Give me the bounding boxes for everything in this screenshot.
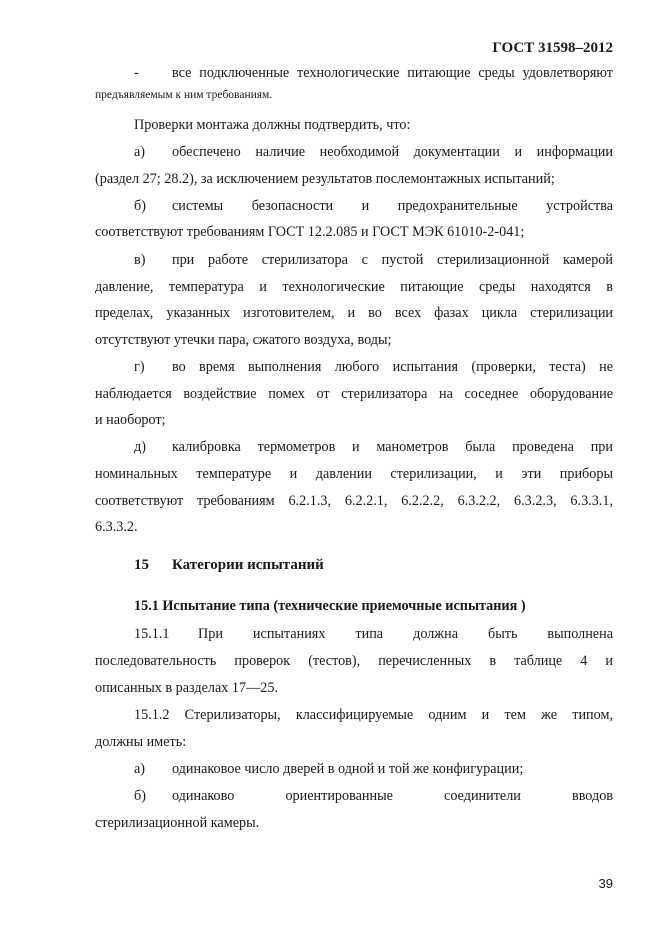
clause-1512-b-label: б) — [134, 788, 146, 804]
subsection-title: 15.1 Испытание типа (технические приемочные испытания ) — [134, 598, 526, 614]
clause-1511-line-1: При испытаниях типа должна быть выполнена — [198, 626, 613, 642]
item-d-line-1: калибровка термометров и манометров была проведена при — [172, 439, 613, 455]
page-number: 39 — [598, 876, 613, 891]
item-v-label: в) — [134, 252, 146, 268]
item-g-line-3: и наоборот; — [95, 412, 166, 428]
item-a-line-2: (раздел 27; 28.2), за исключением результатов послемонтажных испытаний; — [95, 171, 555, 187]
intro-text: Проверки монтажа должны подтвердить, что: — [134, 117, 411, 133]
item-v-line-2: давление, температура и технологические питающие среды находятся в — [95, 279, 613, 295]
clause-1512-a-text: одинаковое число дверей в одной и той же конфигурации; — [172, 761, 524, 777]
document-code-header: ГОСТ 31598–2012 — [492, 40, 613, 56]
section-title: Категории испытаний — [172, 557, 324, 573]
bullet-dash: - — [134, 65, 139, 81]
item-a-label: а) — [134, 144, 146, 160]
item-b-label: б) — [134, 198, 146, 214]
clause-1512-b-line-2: стерилизационной камеры. — [95, 815, 260, 831]
clause-1511-line-3: описанных в разделах 17—25. — [95, 680, 279, 696]
item-g-line-1: во время выполнения любого испытания (проверки, теста) не — [172, 359, 613, 375]
item-v-line-4: отсутствуют утечки пара, сжатого воздуха, воды; — [95, 332, 392, 348]
item-g-line-2: наблюдается воздействие помех от стерилизатора на соседнее оборудование — [95, 386, 613, 402]
item-v-line-3: пределах, указанных изготовителем, и во всех фазах цикла стерилизации — [95, 305, 613, 321]
item-b-line-1: системы безопасности и предохранительные устройства — [172, 198, 613, 214]
item-a-line-1: обеспечено наличие необходимой документации и информации — [172, 144, 613, 160]
item-d-line-2: номинальных температуре и давлении стерилизации, и эти приборы — [95, 466, 613, 482]
item-v-line-1: при работе стерилизатора с пустой стерилизационной камерой — [172, 252, 613, 268]
item-d-line-3: соответствуют требованиям 6.2.1.3, 6.2.2.1, 6.2.2.2, 6.3.2.2, 6.3.2.3, 6.3.3.1, — [95, 493, 613, 509]
clause-1511-line-2: последовательность проверок (тестов), перечисленных в таблице 4 и — [95, 653, 613, 669]
item-d-line-4: 6.3.3.2. — [95, 519, 138, 535]
clause-1512-line-2: должны иметь: — [95, 734, 187, 750]
clause-1511-label: 15.1.1 — [134, 626, 170, 642]
item-g-label: г) — [134, 359, 145, 375]
clause-1512-b-line-1: одинаково ориентированные соединители вводов — [172, 788, 613, 804]
item-d-label: д) — [134, 439, 146, 455]
clause-1512-line-1: 15.1.2 Стерилизаторы, классифицируемые одним и тем же типом, — [134, 707, 613, 723]
bullet-line-2: предъявляемым к ним требованиям. — [95, 89, 273, 101]
clause-1512-a-label: а) — [134, 761, 146, 777]
item-b-line-2: соответствуют требованиям ГОСТ 12.2.085 и ГОСТ МЭК 61010-2-041; — [95, 224, 525, 240]
bullet-line-1: все подключенные технологические питающие среды удовлетворяют — [172, 65, 613, 81]
section-number: 15 — [134, 557, 149, 573]
